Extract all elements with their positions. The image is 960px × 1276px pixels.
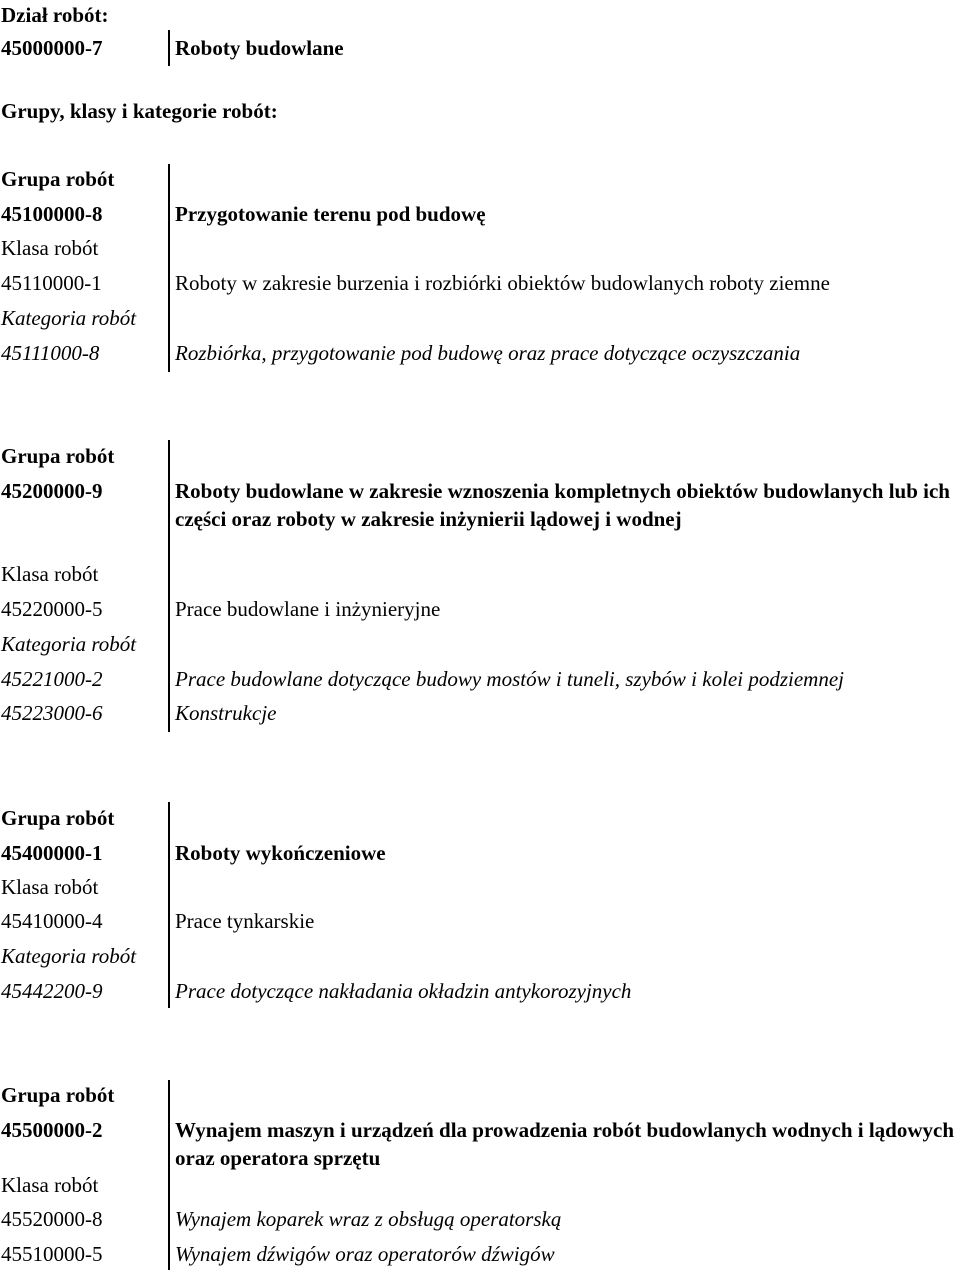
divider-line [168,440,170,732]
klasa-name: Wynajem dźwigów oraz operatorów dźwigów [175,1242,555,1266]
klasa-name: Wynajem koparek wraz z obsługą operatorską [175,1207,562,1231]
kategoria-code: 45221000-2 [1,667,103,691]
kategoria-name: Prace dotyczące nakładania okładzin antykorozyjnych [175,979,632,1003]
kategoria-label: Kategoria robót [1,944,137,968]
klasa-name: Prace tynkarskie [175,909,315,933]
klasa-name: Roboty w zakresie burzenia i rozbiórki obiektów budowlanych roboty ziemne [175,271,830,295]
divider-line [168,164,170,372]
kategoria-name: Prace budowlane dotyczące budowy mostów i tuneli, szybów i kolei podziemnej [175,667,844,691]
divider-line [168,1080,170,1270]
grupa-name: Przygotowanie terenu pod budowę [175,202,486,226]
grupa-label: Grupa robót [1,806,115,830]
divider-line [168,30,170,66]
klasa-label: Klasa robót [1,562,99,586]
klasa-code: 45410000-4 [1,909,103,933]
dzial-code: 45000000-7 [1,36,103,60]
grupa-label: Grupa robót [1,167,115,191]
grupa-code: 45400000-1 [1,841,103,865]
grupy-heading: Grupy, klasy i kategorie robót: [1,99,278,123]
grupa-code: 45500000-2 [1,1118,103,1142]
kategoria-name: Konstrukcje [175,701,277,725]
grupa-label: Grupa robót [1,1083,115,1107]
klasa-name: Prace budowlane i inżynieryjne [175,597,441,621]
klasa-label: Klasa robót [1,875,99,899]
grupa-name: Roboty wykończeniowe [175,841,386,865]
kategoria-label: Kategoria robót [1,306,137,330]
dzial-label: Dział robót: [1,3,109,27]
kategoria-code: 45111000-8 [1,341,100,365]
klasa-label: Klasa robót [1,236,99,260]
klasa-code: 45520000-8 [1,1207,103,1231]
grupa-label: Grupa robót [1,444,115,468]
grupa-name: Wynajem maszyn i urządzeń dla prowadzenia robót budowlanych wodnych i lądowych oraz operatora sprzętu [175,1118,955,1170]
grupa-code: 45200000-9 [1,479,103,503]
klasa-label: Klasa robót [1,1173,99,1197]
dzial-name: Roboty budowlane [175,36,344,60]
klasa-code: 45510000-5 [1,1242,103,1266]
grupa-code: 45100000-8 [1,202,103,226]
kategoria-label: Kategoria robót [1,632,137,656]
divider-line [168,802,170,1008]
klasa-code: 45220000-5 [1,597,103,621]
grupa-name: Roboty budowlane w zakresie wznoszenia kompletnych obiektów budowlanych lub ich części oraz roboty w zakresie inżynierii lądowej i wodnej [175,479,950,531]
klasa-code: 45110000-1 [1,271,102,295]
kategoria-name: Rozbiórka, przygotowanie pod budowę oraz prace dotyczące oczyszczania [175,341,801,365]
kategoria-code: 45442200-9 [1,979,103,1003]
kategoria-code: 45223000-6 [1,701,103,725]
